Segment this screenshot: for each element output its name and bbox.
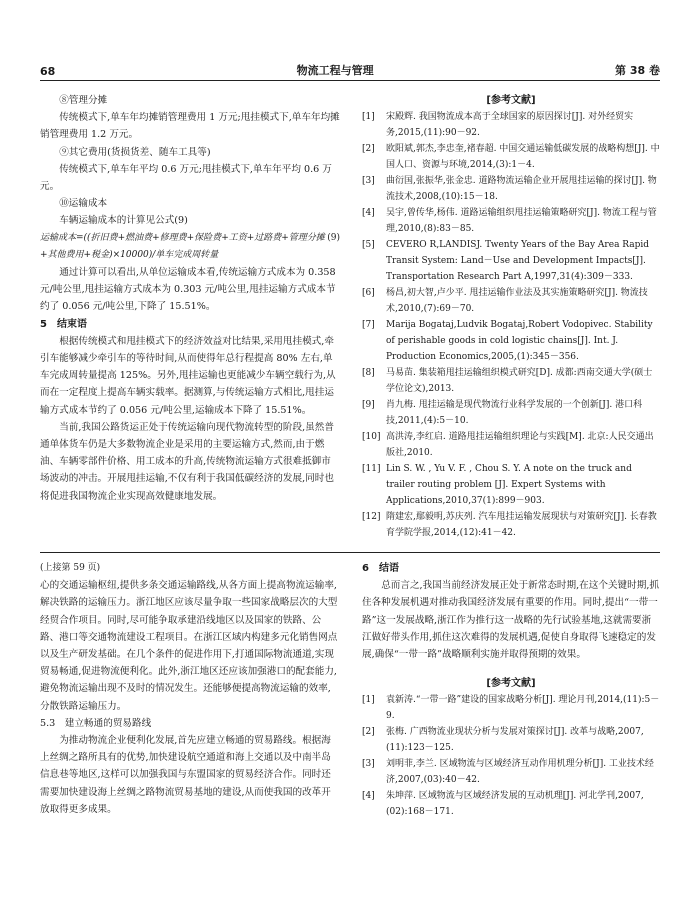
reference-number: [3] bbox=[362, 759, 375, 770]
reference-item bbox=[362, 509, 660, 541]
reference-item bbox=[362, 692, 660, 724]
reference-item bbox=[362, 109, 660, 141]
reference-list-bottom bbox=[362, 692, 660, 820]
reference-number: [6] bbox=[362, 288, 375, 299]
reference-text: Marija Bogataj,Ludvik Bogataj,Robert Vodopivec. Stability of perishable goods in cold logistic chains[J]. Int. J. Production Economics,2005,(1):345－356. bbox=[386, 320, 653, 363]
lower-right-column bbox=[362, 560, 660, 820]
reference-text: 袁新涛.“一带一路”建设的国家战略分析[J]. 理论月刊,2014,(11):5－9. bbox=[386, 695, 660, 722]
reference-number: [9] bbox=[362, 400, 375, 411]
running-header bbox=[40, 58, 660, 78]
page-number: 68 bbox=[40, 65, 56, 78]
reference-text: 宋殿辉. 我国物流成本高于全球国家的原因探讨[J]. 对外经贸实务,2015,(11):90－92. bbox=[386, 112, 634, 139]
reference-text: 曲衍国,张振华,张金忠. 道路物流运输企业开展甩挂运输的探讨[J]. 物流技术,2008,(10):15－18. bbox=[386, 176, 657, 203]
reference-number: [7] bbox=[362, 320, 375, 331]
article-body-part2 bbox=[40, 264, 340, 505]
reference-list bbox=[362, 109, 660, 541]
reference-text: 马易苗. 集装箱甩挂运输组织模式研究[D]. 成都:西南交通大学(硕士学位论文),2013. bbox=[386, 368, 653, 395]
paragraph: 心的交通运输枢纽,提供多条交通运输路线,从各方面上提高物流运输率,解决铁路的运输压力。浙江地区应该尽量争取一些国家战略层次的大型经贸合作项目。同时,尽可能争取承建沿线地区以及国家的铁路、公路、港口等交通物流建设工程项目。在浙江区域内构建多元化销售网点以及生产研发基础。在几个条件的促进作用下,打通国际物流通道,实现贸易畅通,促进物流便利化。此外,浙江地区还应该加强港口的配套能力,避免物流运输出现不及时的情况发生。还能够便提高物流运输的效率,分散铁路运输压力。 bbox=[40, 580, 338, 712]
upper-left-column bbox=[40, 92, 340, 505]
continued-article-body bbox=[40, 560, 340, 818]
references-top bbox=[362, 92, 660, 541]
formula-9 bbox=[40, 230, 340, 264]
reference-item bbox=[362, 205, 660, 237]
reference-item bbox=[362, 461, 660, 509]
reference-item bbox=[362, 397, 660, 429]
reference-number: [2] bbox=[362, 727, 375, 738]
paragraph: 传统模式下,单车年均摊销管理费用 1 万元;甩挂模式下,单车年均摊销管理费用 1.2 万元。 bbox=[40, 112, 340, 141]
formula-number: (9) bbox=[327, 232, 340, 243]
article-separator bbox=[40, 552, 660, 553]
reference-item bbox=[362, 756, 660, 788]
reference-number: [2] bbox=[362, 144, 375, 155]
section-heading: 6 结语 bbox=[362, 563, 399, 574]
reference-text: CEVERO R,LANDISJ. Twenty Years of the Bay Area Rapid Transit System: Land－Use and Development Impacts[J]. Transportation Research Part A,1997,31(4):309－333. bbox=[386, 240, 650, 283]
paragraph: ⑧管理分摊 bbox=[59, 95, 108, 106]
reference-item bbox=[362, 788, 660, 820]
reference-text: 朱坤萍. 区域物流与区域经济发展的互动机理[J]. 河北学刊,2007,(02):168－171. bbox=[386, 791, 644, 818]
reference-number: [12] bbox=[362, 512, 381, 523]
reference-number: [1] bbox=[362, 695, 375, 706]
formula-text: 运输成本=((折旧费+燃油费+修理费+保险费+工资+过路费+管理分摊+其他费用+税金)×10000)/单车完成周转量 bbox=[40, 232, 325, 260]
header-rule bbox=[40, 80, 660, 81]
reference-item bbox=[362, 237, 660, 285]
journal-title: 物流工程与管理 bbox=[296, 64, 374, 77]
paragraph: 总而言之,我国当前经济发展正处于新常态时期,在这个关键时期,抓住各种发展机遇对推动我国经济发展有重要的作用。同时,提出“一带一路”这一发展战略,浙江作为推行这一战略的先行试验基地,这就需要浙江做好带头作用,抓住这次难得的发展机遇,促使自身取得飞速稳定的发展,确保“一带一路”战略顺利实施并取得预期的效果。 bbox=[362, 580, 659, 661]
paragraph: 5.3 建立畅通的贸易路线 bbox=[40, 717, 152, 729]
article-body-part1 bbox=[40, 92, 340, 230]
reference-number: [5] bbox=[362, 240, 375, 251]
volume-number: 第 38 卷 bbox=[615, 64, 660, 77]
reference-text: 肖九梅. 甩挂运输是现代物流行业科学发展的一个创新[J]. 港口科技,2011,(4):5－10. bbox=[386, 400, 643, 427]
paragraph: 为推动物流企业便利化发展,首先应建立畅通的贸易路线。根据海上丝绸之路所具有的优势,加快建设航空通道和海上交通以及中南半岛信息巷等地区,这样可以加强我国与东盟国家的贸易经济合作。同时还需要加快建设海上丝绸之路物流贸易基地的建设,从而使我国的改革开放取得更多成果。 bbox=[40, 735, 331, 815]
reference-number: [8] bbox=[362, 368, 375, 379]
reference-number: [4] bbox=[362, 208, 375, 219]
reference-text: Lin S. W. , Yu V. F. , Chou S. Y. A note on the truck and trailer routing problem [J]. Expert Systems with Applications,2010,37(1):899－903. bbox=[386, 464, 632, 507]
reference-text: 杨昌,初大智,卢少平. 甩挂运输作业法及其实施策略研究[J]. 物流技术,2010,(7):69－70. bbox=[386, 288, 648, 315]
paragraph: 当前,我国公路货运正处于传统运输向现代物流转型的阶段,虽然普通单体货车仍是大多数物流企业是采用的主要运输方式,然而,由于燃油、车辆零部件价格、用工成本的升高,传统物流运输方式很难抵御市场波动的冲击。开展甩挂运输,不仅有利于我国低碳经济的发展,同时也将促进我国物流企业实现高效健康地发展。 bbox=[40, 421, 334, 502]
paragraph: 传统模式下,单车年平均 0.6 万元;甩挂模式下,单车年平均 0.6 万元。 bbox=[40, 163, 332, 193]
reference-item bbox=[362, 141, 660, 173]
reference-number: [10] bbox=[362, 432, 381, 443]
reference-number: [4] bbox=[362, 791, 375, 802]
reference-text: 高洪涛,李红启. 道路甩挂运输组织理论与实践[M]. 北京:人民交通出版社,2010. bbox=[386, 432, 654, 459]
paragraph: 根据传统模式和甩挂模式下的经济效益对比结果,采用甩挂模式,牵引车能够减少牵引车的等待时间,从而使得年总行程提高 80% 左右,单车完成周转量提高 125%。另外,甩挂运输也更能减少车辆空载行为,从而在一定程度上提高车辆实载率。据测算,与传统运输方式相比,甩挂运输方式成本节约了 0.056 元/吨公里,运输成本下降了 15.51%。 bbox=[40, 335, 336, 416]
reference-text: 吴宇,曾传华,杨伟. 道路运输组织甩挂运输策略研究[J]. 物流工程与管理,2010,(8):83－85. bbox=[386, 208, 657, 235]
references-heading-bottom: [参考文献] bbox=[486, 678, 536, 690]
reference-item bbox=[362, 365, 660, 397]
reference-item bbox=[362, 317, 660, 365]
reference-number: [3] bbox=[362, 176, 375, 187]
paragraph: (上接第 59 页) bbox=[40, 563, 101, 573]
paragraph: ⑨其它费用(货损货差、随车工具等) bbox=[59, 146, 211, 158]
paragraph: ⑩运输成本 bbox=[59, 198, 108, 210]
reference-text: 欧阳斌,郭杰,李忠奎,褚春超. 中国交通运输低碳发展的战略构想[J]. 中国人口、资源与环境,2014,(3):1－4. bbox=[386, 144, 660, 171]
reference-item bbox=[362, 429, 660, 461]
reference-item bbox=[362, 285, 660, 317]
reference-text: 张梅. 广西物流业现状分析与发展对策探讨[J]. 改革与战略,2007,(11):123－125. bbox=[386, 727, 644, 754]
reference-item bbox=[362, 173, 660, 205]
reference-number: [11] bbox=[362, 464, 381, 475]
reference-text: 刘明菲,李兰. 区域物流与区域经济互动作用机理分析[J]. 工业技术经济,2007,(03):40－42. bbox=[386, 759, 654, 786]
references-heading: [参考文献] bbox=[486, 95, 536, 106]
section-heading: 5 结束语 bbox=[40, 318, 87, 330]
conclusion-section bbox=[362, 560, 660, 663]
lower-left-column bbox=[40, 560, 340, 818]
reference-number: [1] bbox=[362, 112, 375, 123]
paragraph: 通过计算可以看出,从单位运输成本看,传统运输方式成本为 0.358 元/吨公里,甩挂运输方式成本为 0.303 元/吨公里,甩挂运输方式成本节约了 0.056 元/吨公里,下降了 15.51%。 bbox=[40, 267, 336, 313]
reference-text: 隋建宏,鄢毅明,苏庆列. 汽车甩挂运输发展现状与对策研究[J]. 长春教育学院学报,2014,(12):41－42. bbox=[386, 512, 657, 539]
reference-item bbox=[362, 724, 660, 756]
paragraph: 车辆运输成本的计算见公式(9) bbox=[59, 215, 188, 227]
